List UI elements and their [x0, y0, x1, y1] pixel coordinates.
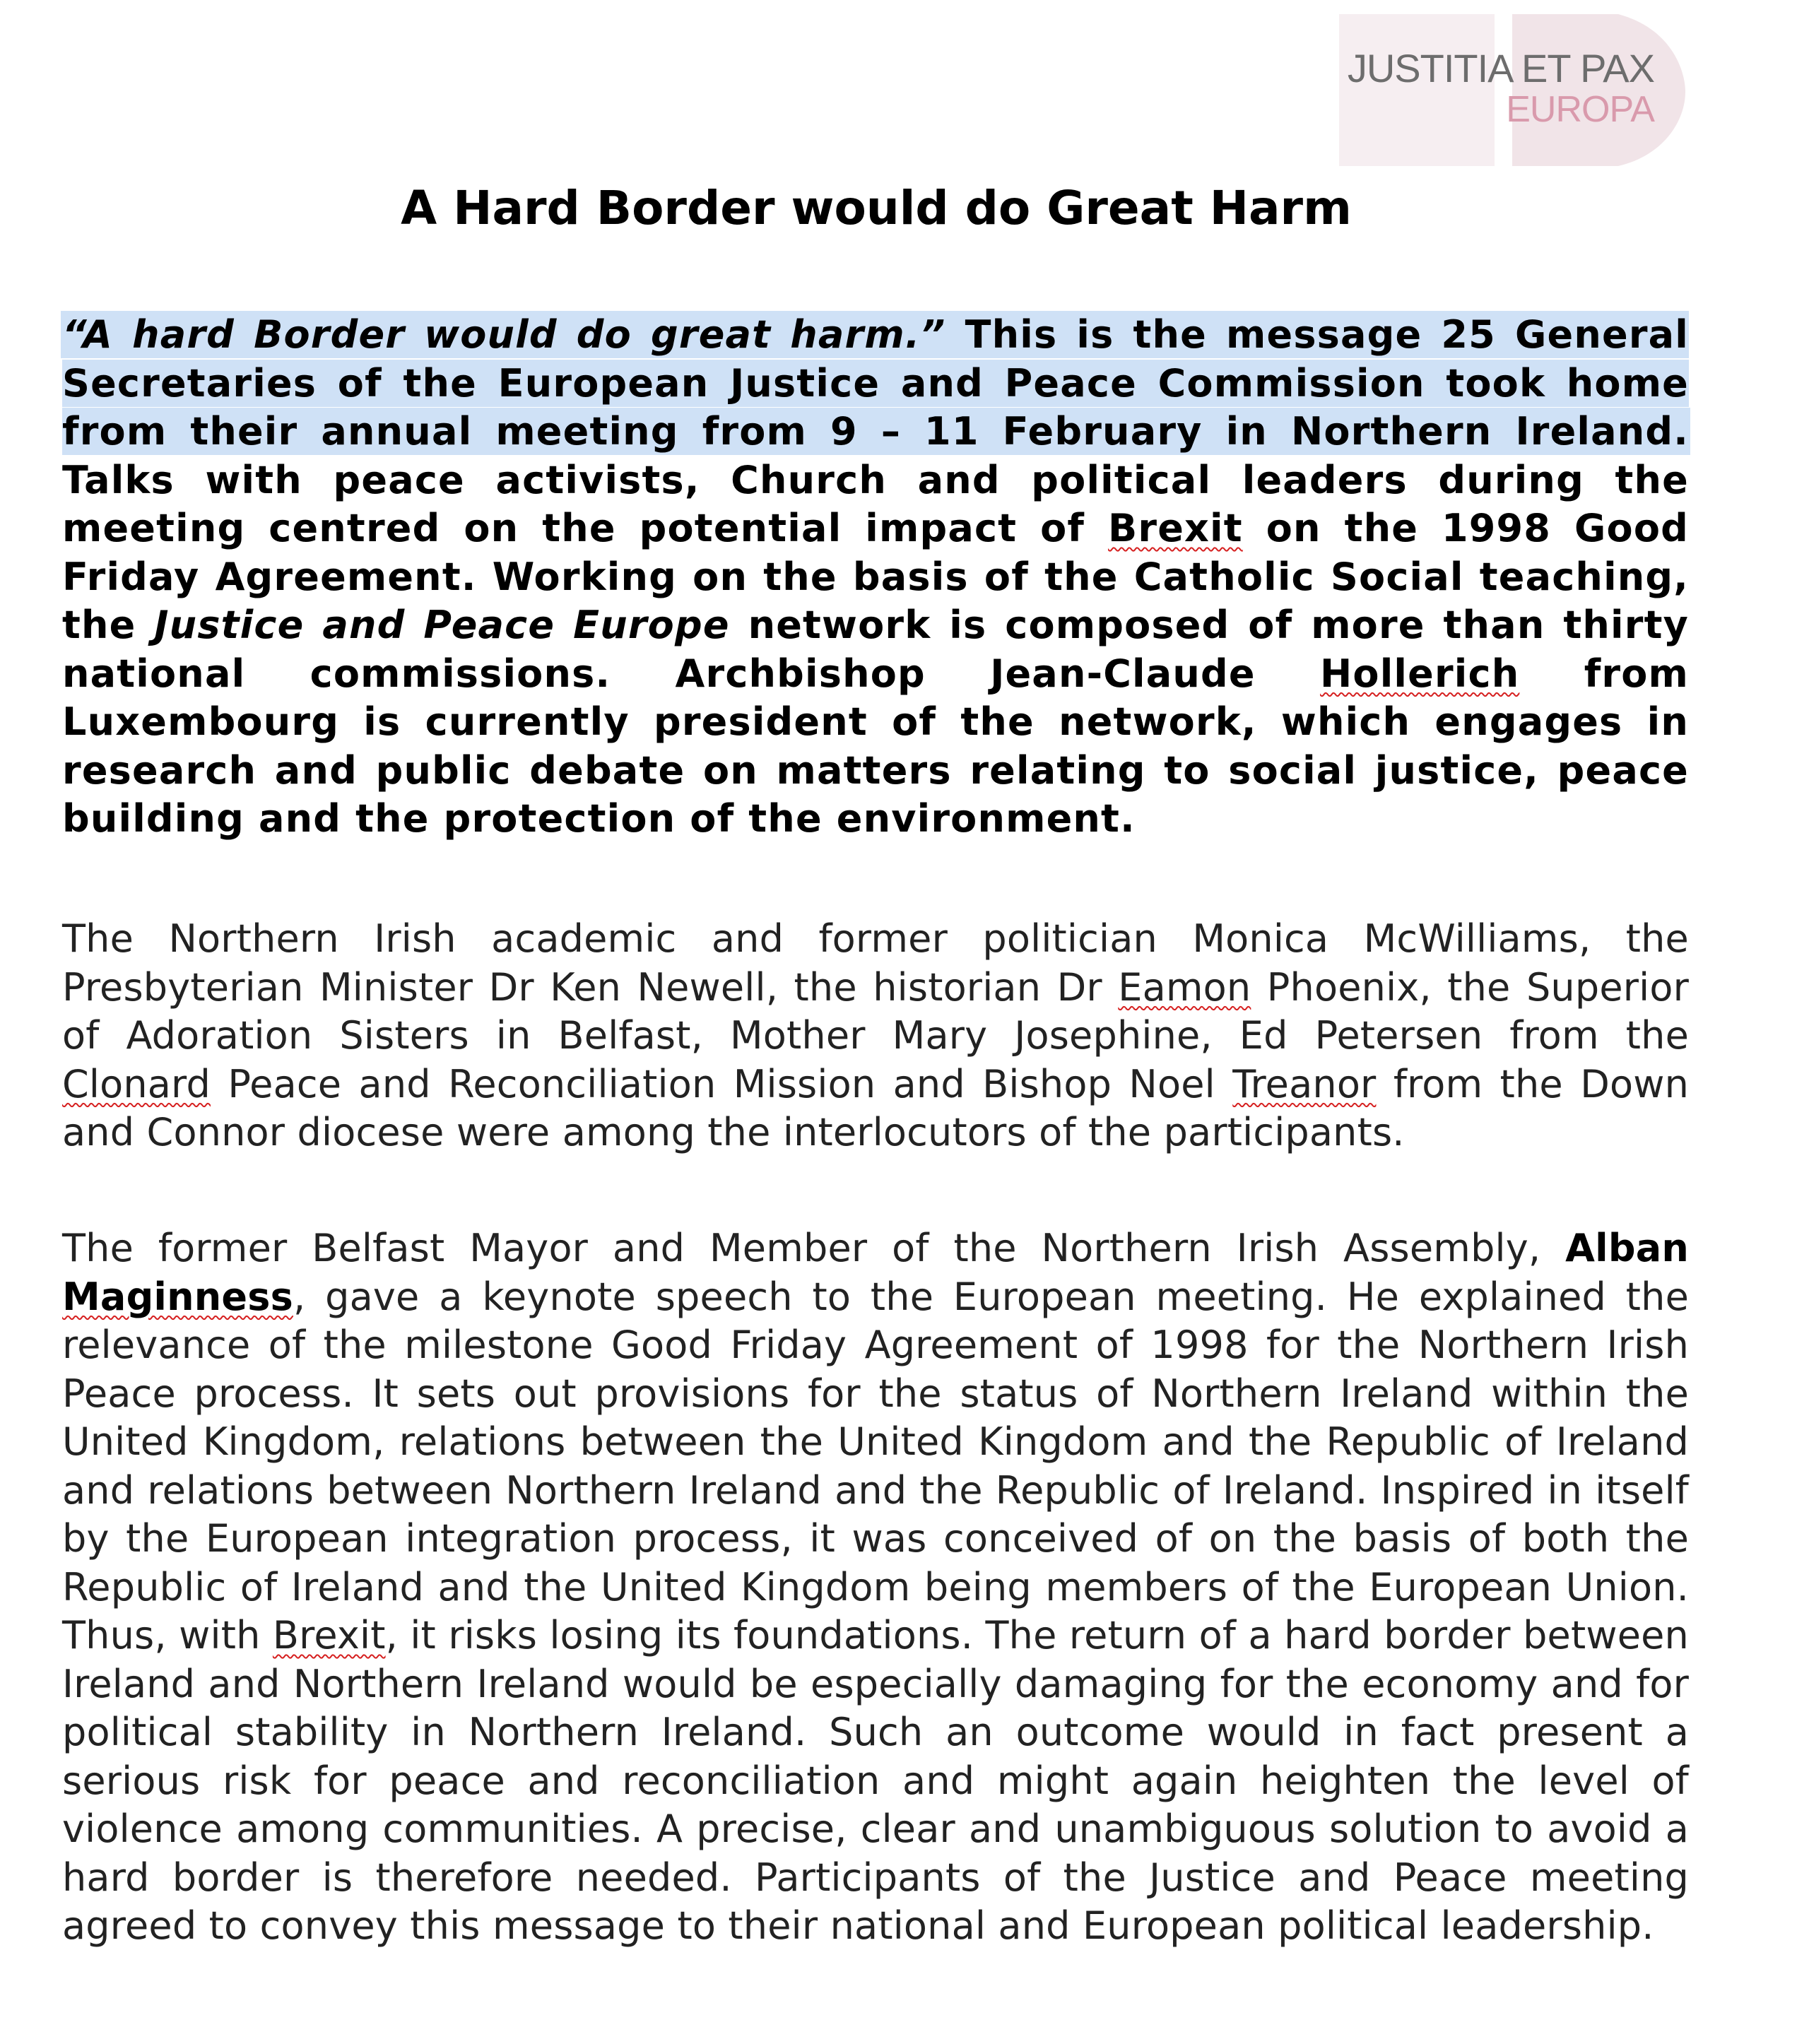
lead-text-3: on the 1998 Good Friday Agreement. Working on the basis of the Catholic Social teaching, the: [62, 506, 1689, 647]
keynote-paragraph: [62, 1224, 1689, 1951]
lead-text-2: Talks with peace activists, Church and political leaders during the meeting centred on the potential impact of: [62, 457, 1689, 550]
lead-quote: “A hard Border would do great harm.”: [62, 312, 946, 357]
lead-text-5: from Luxembourg is currently president of the network, which engages in research and public debate on matters relating to social justice, peace building and the protection of the environment.: [62, 651, 1689, 841]
logo-text-justitia-et-pax: JUSTITIA ET PAX: [1347, 46, 1654, 90]
p2-text-3: Peace and Reconciliation Mission and Bishop Noel: [211, 1061, 1233, 1106]
document-title: A Hard Border would do Great Harm: [401, 181, 1352, 235]
spellcheck-word-brexit[interactable]: Brexit: [1108, 506, 1243, 550]
network-name: Justice and Peace Europe: [154, 603, 730, 647]
p3-text-3: , it risks losing its foundations. The return of a hard border between Ireland and Northern Ireland would be especially damaging for the economy and for political stability in Northern Ireland. Such an outcome would in fact present a serious risk for peace and reconciliation and might again heighten the level of violence among communities. A precise, clear and unambiguous solution to avoid a hard border is therefore needed. Participants of the Justice and Peace meeting agreed to convey this message to their national and European political leadership.: [62, 1613, 1689, 1948]
speaker-first-name: Alban: [1565, 1226, 1689, 1270]
lead-sentence-1: This is the message 25 General Secretaries of the European Justice and Peace Commission took home from their annual meeting from 9 – 11 February in Northern Ireland.: [62, 312, 1689, 454]
spellcheck-word-eamon[interactable]: Eamon: [1118, 964, 1251, 1010]
p2-text-1: The Northern Irish academic and former politician Monica McWilliams, the Presbyterian Minister Dr Ken Newell, the historian Dr: [62, 916, 1689, 1010]
spellcheck-word-clonard[interactable]: Clonard: [62, 1061, 211, 1106]
p2-text-4: from the Down and Connor diocese were among the interlocutors of the participants.: [62, 1061, 1689, 1154]
spellcheck-word-treanor[interactable]: Treanor: [1232, 1061, 1377, 1106]
lead-paragraph: [62, 311, 1689, 844]
spellcheck-word-brexit-2[interactable]: Brexit: [272, 1613, 386, 1658]
lead-text-4: network is composed of more than thirty national commissions. Archbishop Jean-Claude: [62, 603, 1689, 696]
p3-text-2: , gave a keynote speech to the European meeting. He explained the relevance of the milestone Good Friday Agreement of 1998 for the Northern Irish Peace process. It sets out provisions for the status of Northern Ireland within the United Kingdom, relations between the United Kingdom and the Republic of Ireland and relations between Northern Ireland and the Republic of Ireland. Inspired in itself by the European integration process, it was conceived of on the basis of both the Republic of Ireland and the United Kingdom being members of the European Union. Thus, with: [62, 1274, 1689, 1658]
selected-text[interactable]: [62, 312, 1689, 454]
participants-paragraph: [62, 915, 1689, 1157]
spellcheck-word-hollerich[interactable]: Hollerich: [1320, 651, 1520, 696]
logo-text-europa: EUROPA: [1506, 89, 1654, 130]
p3-text-1: The former Belfast Mayor and Member of the Northern Irish Assembly,: [62, 1226, 1566, 1270]
spellcheck-word-maginness[interactable]: Maginness: [62, 1274, 293, 1319]
justitia-et-pax-logo: [1339, 14, 1685, 166]
p2-text-2: Phoenix, the Superior of Adoration Sisters in Belfast, Mother Mary Josephine, Ed Petersen from the: [62, 964, 1689, 1058]
